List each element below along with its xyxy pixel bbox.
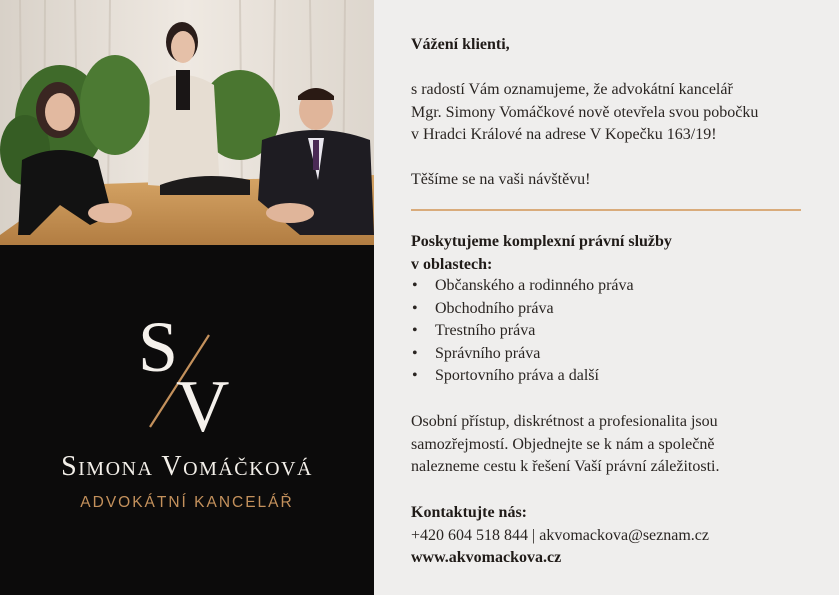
bullet-icon: • [412,367,418,384]
services-list [411,275,634,388]
team-photo-illustration [0,0,374,245]
list-item [411,275,634,298]
list-item [411,320,634,343]
intro-line-3: v Hradci Králové na adrese V Kopečku 163/19! [411,126,717,143]
brand-block [0,245,374,595]
firm-subtitle: ADVOKÁTNÍ KANCELÁŘ [80,494,294,511]
approach-line-3: nalezneme cestu k řešení Vaší právní záležitosti. [411,458,720,475]
service-label: Obchodního práva [435,299,554,317]
contact-phone-email: +420 604 518 844 | akvomackova@seznam.cz [411,526,709,544]
service-label: Trestního práva [435,322,536,339]
greeting: Vážení klienti, [411,36,510,53]
contact-website: www.akvomackova.cz [411,549,562,566]
intro-line-1: s radostí Vám oznamujeme, že advokátní kancelář [411,81,733,98]
svg-text:V: V [176,366,230,435]
services-heading-line-1: Poskytujeme komplexní právní služby [411,233,672,250]
bullet-icon: • [412,322,418,339]
right-panel [374,0,839,595]
sv-monogram-logo [130,305,240,435]
bullet-icon: • [412,277,418,294]
service-label: Občanského a rodinného práva [435,277,634,294]
bullet-icon: • [412,344,418,362]
services-heading-line-2: v oblastech: [411,255,493,273]
team-photo [0,0,374,245]
svg-text:S: S [138,307,179,387]
list-item [411,298,634,321]
list-item [411,343,634,366]
divider-line [411,209,801,211]
contact-heading: Kontaktujte nás: [411,504,528,521]
list-item [411,365,634,388]
service-label: Správního práva [435,344,541,362]
bullet-icon: • [412,299,418,317]
intro-line-2: Mgr. Simony Vomáčkové nově otevřela svou pobočku [411,103,759,121]
service-label: Sportovního práva a další [435,367,599,384]
firm-name: Simona Vomáčková [61,451,313,482]
left-panel [0,0,374,595]
approach-line-2: samozřejmostí. Objednejte se k nám a společně [411,435,715,453]
closing-line: Těšíme se na vaši návštěvu! [411,171,591,188]
approach-line-1: Osobní přístup, diskrétnost a profesionalita jsou [411,413,718,430]
